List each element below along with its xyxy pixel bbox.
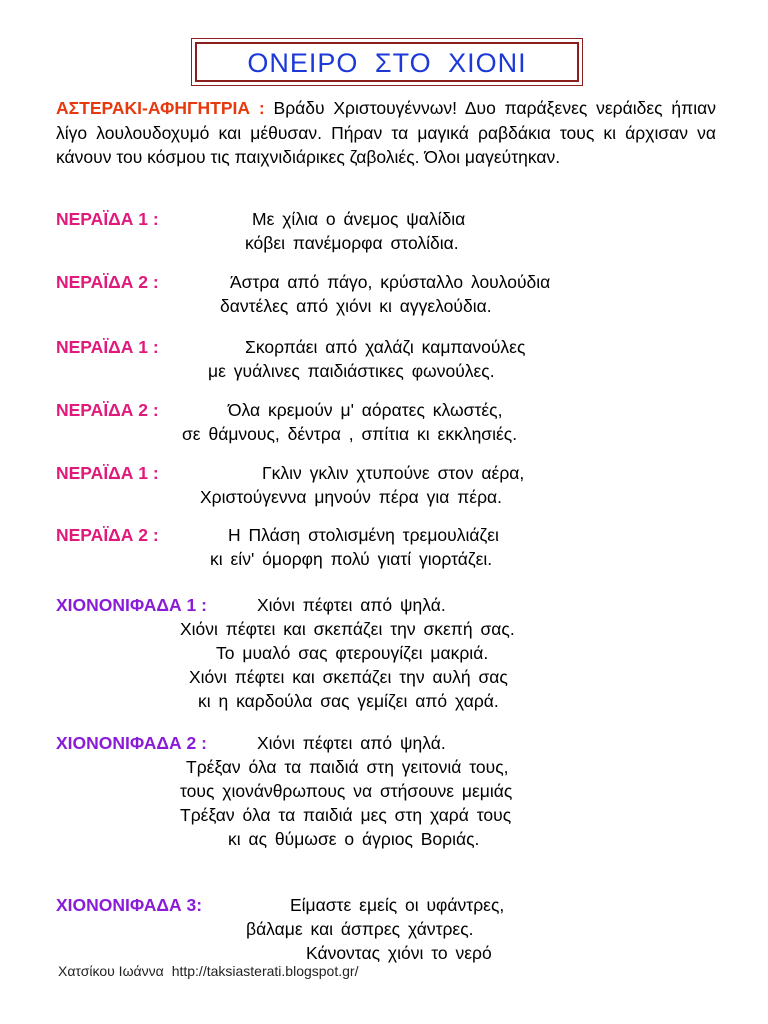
verse-line: τους χιονάνθρωπους να στήσουνε μεμιάς	[180, 781, 513, 801]
verse-line: σε θάμνους, δέντρα , σπίτια κι εκκλησιές.	[182, 424, 518, 444]
speaker-label: ΧΙΟΝΟΝΙΦΑΔΑ 2 :	[56, 733, 207, 753]
verse-line: Άστρα από πάγο, κρύσταλλο λουλούδια	[230, 272, 551, 292]
footer-author: Χατσίκου Ιωάννα	[58, 963, 164, 979]
verse-line: Η Πλάση στολισμένη τρεμουλιάζει	[228, 525, 499, 545]
verse-line: κι είν' όμορφη πολύ γιατί γιορτάζει.	[210, 549, 493, 569]
speaker-label: ΝΕΡΑΪΔΑ 2 :	[56, 525, 159, 545]
verse-line: κόβει πανέμορφα στολίδια.	[245, 233, 459, 253]
speaker-label: ΧΙΟΝΟΝΙΦΑΔΑ 1 :	[56, 595, 207, 615]
speaker-label: ΝΕΡΑΪΔΑ 1 :	[56, 209, 159, 229]
speaker-label: ΧΙΟΝΟΝΙΦΑΔΑ 3:	[56, 895, 203, 915]
speaker-label: ΝΕΡΑΪΔΑ 2 :	[56, 272, 159, 292]
verse-line: Χιόνι πέφτει από ψηλά.	[257, 595, 446, 615]
verse-line: Χιόνι πέφτει από ψηλά.	[257, 733, 446, 753]
verse-line: Τρέξαν όλα τα παιδιά μες στη χαρά τους	[180, 805, 512, 825]
verse-line: Όλα κρεμούν μ' αόρατες κλωστές,	[228, 400, 503, 420]
verse-line: Γκλιν γκλιν χτυπούνε στον αέρα,	[262, 463, 525, 483]
verse-line: Με χίλια ο άνεμος ψαλίδια	[252, 209, 466, 229]
speaker-label: ΝΕΡΑΪΔΑ 2 :	[56, 400, 159, 420]
verse-line: Είμαστε εμείς οι υφάντρες,	[290, 895, 505, 915]
verse-line: Χιόνι πέφτει και σκεπάζει την σκεπή σας.	[180, 619, 515, 639]
page-title: ΟΝΕΙΡΟ ΣΤΟ ΧΙΟΝΙ	[247, 48, 527, 78]
verse-line: Χριστούγεννα μηνούν πέρα για πέρα.	[200, 487, 503, 507]
verse-line: βάλαμε και άσπρες χάντρες.	[246, 919, 474, 939]
speaker-label: ΝΕΡΑΪΔΑ 1 :	[56, 463, 159, 483]
speaker-label: ΝΕΡΑΪΔΑ 1 :	[56, 337, 159, 357]
verse-line: Χιόνι πέφτει και σκεπάζει την αυλή σας	[189, 667, 508, 687]
footer-url[interactable]: http://taksiasterati.blogspot.gr/	[171, 963, 359, 979]
verse-line: κι ας θύμωσε ο άγριος Βοριάς.	[228, 829, 480, 849]
verse-line: κι η καρδούλα σας γεμίζει από χαρά.	[198, 691, 499, 711]
verse-line: δαντέλες από χιόνι κι αγγελούδια.	[220, 296, 492, 316]
narrator-speaker: ΑΣΤΕΡΑΚΙ-ΑΦΗΓΗΤΡΙΑ :	[56, 98, 265, 118]
title-frame	[191, 38, 583, 86]
verse-line: Κάνοντας χιόνι το νερό	[306, 943, 492, 963]
verse-line: Το μυαλό σας φτερουγίζει μακριά.	[216, 643, 489, 663]
footer-credit	[58, 963, 358, 979]
verse-line: Τρέξαν όλα τα παιδιά στη γειτονιά τους,	[186, 757, 509, 777]
narrator-intro	[56, 96, 716, 170]
verse-line: με γυάλινες παιδιάστικες φωνούλες.	[208, 361, 495, 381]
narrator-text: Βράδυ Χριστουγέννων! Δυο παράξενες νεράιδες ήπιαν λίγο λουλουδοχυμό και μέθυσαν. Πήραν τα μαγικά ραβδάκια τους κι άρχισαν να κάνουν του κόσμου τις παιχνιδιάρικες ζαβολιές. Όλοι μαγεύτηκαν.	[56, 98, 716, 167]
verse-line: Σκορπάει από χαλάζι καμπανούλες	[245, 337, 526, 357]
